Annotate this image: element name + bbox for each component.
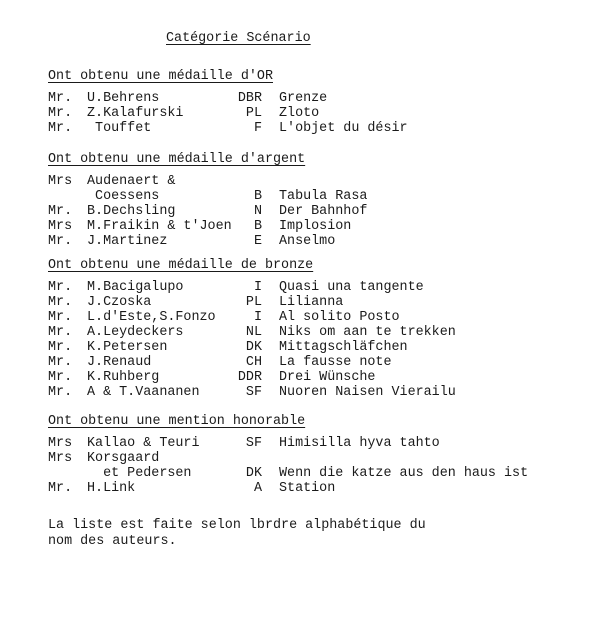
- honorific: Mr.: [48, 295, 73, 310]
- honorific: Mr.: [48, 355, 73, 370]
- film-title: Anselmo: [279, 234, 336, 249]
- country-code: SF: [245, 385, 262, 400]
- film-title: Nuoren Naisen Vierailu: [279, 385, 456, 400]
- award-row: [0, 466, 600, 481]
- award-row: [0, 174, 600, 189]
- award-row: [0, 370, 600, 385]
- country-code: PL: [245, 295, 262, 310]
- honorific: Mr.: [48, 280, 73, 295]
- country-code: CH: [245, 355, 262, 370]
- award-row: [0, 325, 600, 340]
- film-title: Implosion: [279, 219, 352, 234]
- author-name: J.Renaud: [87, 355, 152, 370]
- author-name: Audenaert &: [87, 174, 176, 189]
- country-code: A: [253, 481, 262, 496]
- section-heading: Ont obtenu une médaille d'OR: [48, 69, 273, 84]
- country-code: I: [253, 280, 262, 295]
- film-title: Al solito Posto: [279, 310, 400, 325]
- country-code: DDR: [237, 370, 262, 385]
- country-code: N: [253, 204, 262, 219]
- section-heading: Ont obtenu une médaille d'argent: [48, 152, 306, 167]
- award-row: [0, 219, 600, 234]
- award-row: [0, 481, 600, 496]
- honorific: Mrs: [48, 219, 73, 234]
- author-name: U.Behrens: [87, 91, 160, 106]
- author-name: K.Petersen: [87, 340, 168, 355]
- author-name: M.Bacigalupo: [87, 280, 184, 295]
- country-code: NL: [245, 325, 262, 340]
- honorific: Mr.: [48, 325, 73, 340]
- award-row: [0, 385, 600, 400]
- award-row: [0, 106, 600, 121]
- author-name: J.Czoska: [87, 295, 152, 310]
- award-row: [0, 121, 600, 136]
- award-row: [0, 436, 600, 451]
- honorific: Mr.: [48, 91, 73, 106]
- author-name: Z.Kalafurski: [87, 106, 184, 121]
- film-title: Niks om aan te trekken: [279, 325, 456, 340]
- author-name: K.Ruhberg: [87, 370, 160, 385]
- film-title: Tabula Rasa: [279, 189, 368, 204]
- honorific: Mr.: [48, 204, 73, 219]
- honorific: Mr.: [48, 310, 73, 325]
- honorific: Mr.: [48, 234, 73, 249]
- country-code: B: [253, 219, 262, 234]
- author-name: Touffet: [87, 121, 152, 136]
- author-name: J.Martinez: [87, 234, 168, 249]
- note-line-2: nom des auteurs.: [48, 534, 177, 549]
- honorific: Mr.: [48, 340, 73, 355]
- award-row: [0, 355, 600, 370]
- country-code: DK: [245, 466, 262, 481]
- award-row: [0, 234, 600, 249]
- honorific: Mr.: [48, 106, 73, 121]
- award-row: [0, 340, 600, 355]
- author-name: M.Fraikin & t'Joen: [87, 219, 232, 234]
- honorific: Mrs: [48, 174, 73, 189]
- country-code: DK: [245, 340, 262, 355]
- page-title: Catégorie Scénario: [166, 31, 311, 46]
- author-name: A.Leydeckers: [87, 325, 184, 340]
- film-title: Station: [279, 481, 336, 496]
- award-row: [0, 91, 600, 106]
- country-code: B: [253, 189, 262, 204]
- honorific: Mrs: [48, 451, 73, 466]
- film-title: Zloto: [279, 106, 320, 121]
- film-title: Quasi una tangente: [279, 280, 424, 295]
- author-name: et Pedersen: [87, 466, 192, 481]
- author-name: Korsgaard: [87, 451, 160, 466]
- honorific: Mr.: [48, 385, 73, 400]
- film-title: Himisilla hyva tahto: [279, 436, 440, 451]
- honorific: Mrs: [48, 436, 73, 451]
- film-title: Grenze: [279, 91, 328, 106]
- honorific: Mr.: [48, 121, 73, 136]
- country-code: DBR: [237, 91, 262, 106]
- author-name: B.Dechsling: [87, 204, 176, 219]
- author-name: Kallao & Teuri: [87, 436, 200, 451]
- film-title: Mittagschläfchen: [279, 340, 408, 355]
- author-name: L.d'Este,S.Fonzo: [87, 310, 216, 325]
- award-row: [0, 310, 600, 325]
- award-row: [0, 204, 600, 219]
- country-code: F: [253, 121, 262, 136]
- film-title: Lilianna: [279, 295, 344, 310]
- honorific: Mr.: [48, 481, 73, 496]
- film-title: Drei Wünsche: [279, 370, 376, 385]
- country-code: E: [253, 234, 262, 249]
- award-row: [0, 189, 600, 204]
- note-line-1: La liste est faite selon lbrdre alphabétique du: [48, 518, 426, 533]
- country-code: SF: [245, 436, 262, 451]
- award-row: [0, 451, 600, 466]
- award-row: [0, 295, 600, 310]
- author-name: H.Link: [87, 481, 136, 496]
- author-name: Coessens: [87, 189, 160, 204]
- award-row: [0, 280, 600, 295]
- film-title: L'objet du désir: [279, 121, 408, 136]
- section-heading: Ont obtenu une mention honorable: [48, 414, 306, 429]
- film-title: Wenn die katze aus den haus ist: [279, 466, 529, 481]
- author-name: A & T.Vaananen: [87, 385, 200, 400]
- honorific: Mr.: [48, 370, 73, 385]
- country-code: PL: [245, 106, 262, 121]
- country-code: I: [253, 310, 262, 325]
- film-title: Der Bahnhof: [279, 204, 368, 219]
- film-title: La fausse note: [279, 355, 392, 370]
- section-heading: Ont obtenu une médaille de bronze: [48, 258, 314, 273]
